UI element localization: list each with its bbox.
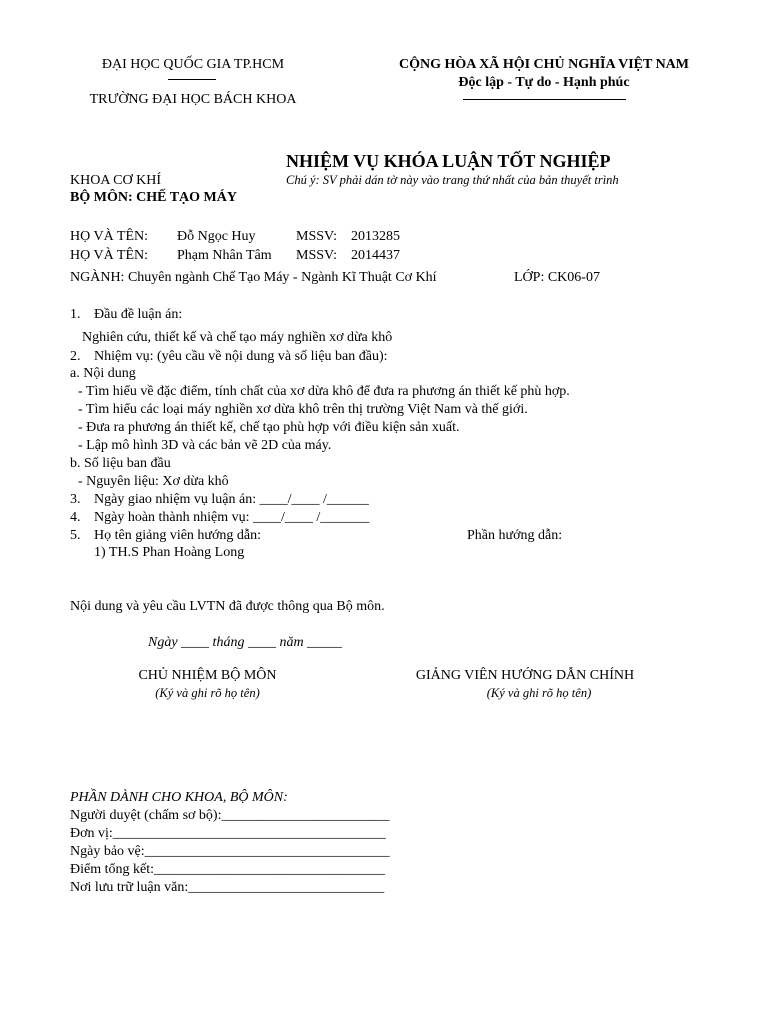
student-2-mssv: 2014437	[351, 248, 400, 263]
student-1-label: HỌ VÀ TÊN:	[70, 229, 149, 244]
student-2-label: HỌ VÀ TÊN:	[70, 248, 149, 263]
item-3-number: 3.	[70, 492, 81, 507]
class-line: LỚP: CK06-07	[514, 270, 600, 285]
advisor-name: 1) TH.S Phan Hoàng Long	[94, 545, 245, 560]
approval-statement: Nội dung và yêu cầu LVTN đã được thông qua Bộ môn.	[70, 599, 385, 614]
content-line-2: - Tìm hiểu các loại máy nghiền xơ dừa khô trên thị trường Việt Nam và thế giới.	[78, 402, 528, 417]
university-name: ĐẠI HỌC QUỐC GIA TP.HCM	[101, 57, 285, 72]
item-1-number: 1.	[70, 307, 81, 322]
office-line-final-score: Điểm tổng kết:_________________________________	[70, 862, 385, 877]
item-3-label: Ngày giao nhiệm vụ luận án: ____/____ /______	[94, 492, 369, 507]
content-line-4: - Lập mô hình 3D và các bản vẽ 2D của máy.	[78, 438, 332, 453]
guidance-part-label: Phần hướng dẫn:	[467, 528, 563, 543]
department-head-title: CHỦ NHIỆM BỘ MÔN	[138, 668, 277, 683]
data-heading: b. Số liệu ban đầu	[70, 456, 171, 471]
student-1-mssv-label: MSSV:	[296, 229, 337, 244]
faculty-name: KHOA CƠ KHÍ	[70, 173, 161, 188]
item-4-label: Ngày hoàn thành nhiệm vụ: ____/____ /_______	[94, 510, 370, 525]
office-line-unit: Đơn vị:_______________________________________	[70, 826, 386, 841]
office-line-archive: Nơi lưu trữ luận văn:____________________________	[70, 880, 385, 895]
document-title: NHIỆM VỤ KHÓA LUẬN TỐT NGHIỆP	[286, 151, 611, 171]
department-name: BỘ MÔN: CHẾ TẠO MÁY	[70, 190, 237, 205]
main-advisor-note: (Ký và ghi rõ họ tên)	[486, 686, 592, 700]
attach-note: Chú ý: SV phải dán tờ này vào trang thứ nhất của bản thuyết trình	[286, 173, 619, 187]
item-2-number: 2.	[70, 349, 81, 364]
department-head-note: (Ký và ghi rõ họ tên)	[155, 686, 260, 700]
office-section-heading: PHẦN DÀNH CHO KHOA, BỘ MÔN:	[70, 790, 288, 805]
item-4-number: 4.	[70, 510, 81, 525]
item-5-number: 5.	[70, 528, 81, 543]
republic-name: CỘNG HÒA XÃ HỘI CHỦ NGHĨA VIỆT NAM	[398, 57, 689, 72]
date-line: Ngày ____ tháng ____ năm _____	[148, 635, 343, 650]
main-advisor-title: GIẢNG VIÊN HƯỚNG DẪN CHÍNH	[415, 668, 635, 683]
content-line-1: - Tìm hiểu về đặc điểm, tính chất của xơ dừa khô để đưa ra phương án thiết kế phù hợp.	[78, 384, 570, 399]
data-line-1: - Nguyên liệu: Xơ dừa khô	[78, 474, 229, 489]
school-name: TRƯỜNG ĐẠI HỌC BÁCH KHOA	[89, 92, 297, 107]
student-2-mssv-label: MSSV:	[296, 248, 337, 263]
student-1-mssv: 2013285	[351, 229, 400, 244]
student-1-name: Đỗ Ngọc Huy	[177, 229, 256, 244]
item-1-label: Đầu đề luận án:	[94, 307, 183, 322]
national-motto: Độc lập - Tự do - Hạnh phúc	[458, 75, 630, 90]
office-line-defense-date: Ngày bảo vệ:___________________________________	[70, 844, 390, 859]
item-2-label: Nhiệm vụ: (yêu cầu về nội dung và số liệu ban đầu):	[94, 349, 388, 364]
student-2-name: Phạm Nhân Tâm	[177, 248, 272, 263]
content-heading: a. Nội dung	[70, 366, 136, 381]
content-line-3: - Đưa ra phương án thiết kế, chế tạo phù hợp với điều kiện sản xuất.	[78, 420, 460, 435]
item-5-label: Họ tên giảng viên hướng dẫn:	[94, 528, 262, 543]
header-left-underline	[168, 79, 216, 80]
header-right-underline	[463, 99, 626, 100]
thesis-topic: Nghiên cứu, thiết kế và chế tạo máy nghiền xơ dừa khô	[82, 330, 393, 345]
major-line: NGÀNH: Chuyên ngành Chế Tạo Máy - Ngành Kĩ Thuật Cơ Khí	[70, 270, 437, 285]
office-line-reviewer: Người duyệt (chấm sơ bộ):________________________	[70, 808, 390, 823]
